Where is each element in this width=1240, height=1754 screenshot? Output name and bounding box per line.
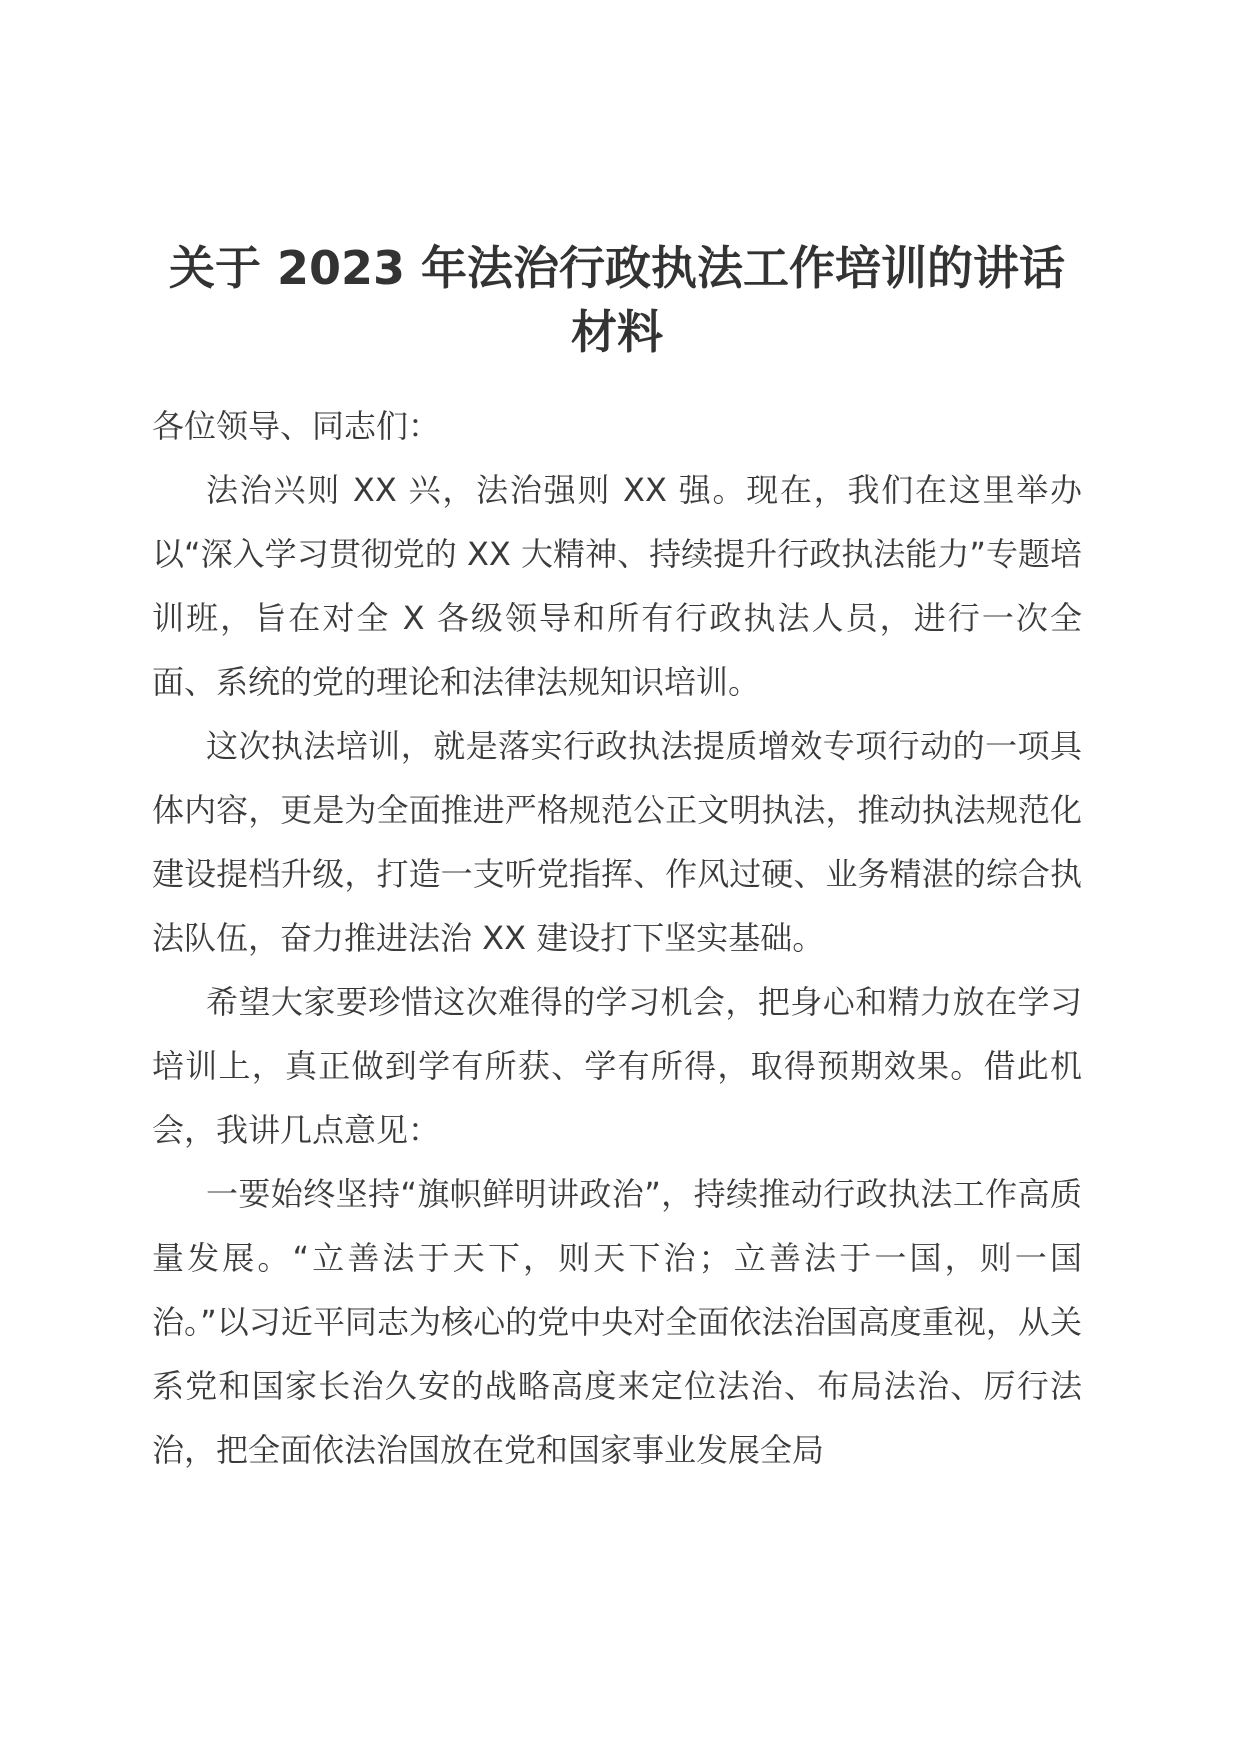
- document-title: 关于 2023 年法治行政执法工作培训的讲话材料: [168, 241, 1066, 359]
- paragraph-1: 法治兴则 XX 兴，法治强则 XX 强。现在，我们在这里举办以“深入学习贯彻党的 XX 大精神、持续提升行政执法能力”专题培训班，旨在对全 X 各级领导和所有行政执法人员，进行一次全面、系统的党的理论和法律法规知识培训。: [152, 471, 1082, 701]
- document-body: [152, 236, 1082, 1482]
- paragraph-3: 希望大家要珍惜这次难得的学习机会，把身心和精力放在学习培训上，真正做到学有所获、学有所得，取得预期效果。借此机会，我讲几点意见：: [152, 983, 1082, 1149]
- paragraph-4: 一要始终坚持“旗帜鲜明讲政治”，持续推动行政执法工作高质量发展。“立善法于天下，则天下治；立善法于一国，则一国治。”以习近平同志为核心的党中央对全面依法治国高度重视，从关系党和国家长治久安的战略高度来定位法治、布局法治、厉行法治，把全面依法治国放在党和国家事业发展全局: [152, 1175, 1082, 1469]
- paragraph-2: 这次执法培训，就是落实行政执法提质增效专项行动的一项具体内容，更是为全面推进严格规范公正文明执法，推动执法规范化建设提档升级，打造一支听党指挥、作风过硬、业务精湛的综合执法队伍，奋力推进法治 XX 建设打下坚实基础。: [152, 727, 1082, 957]
- salutation: 各位领导、同志们：: [152, 407, 441, 445]
